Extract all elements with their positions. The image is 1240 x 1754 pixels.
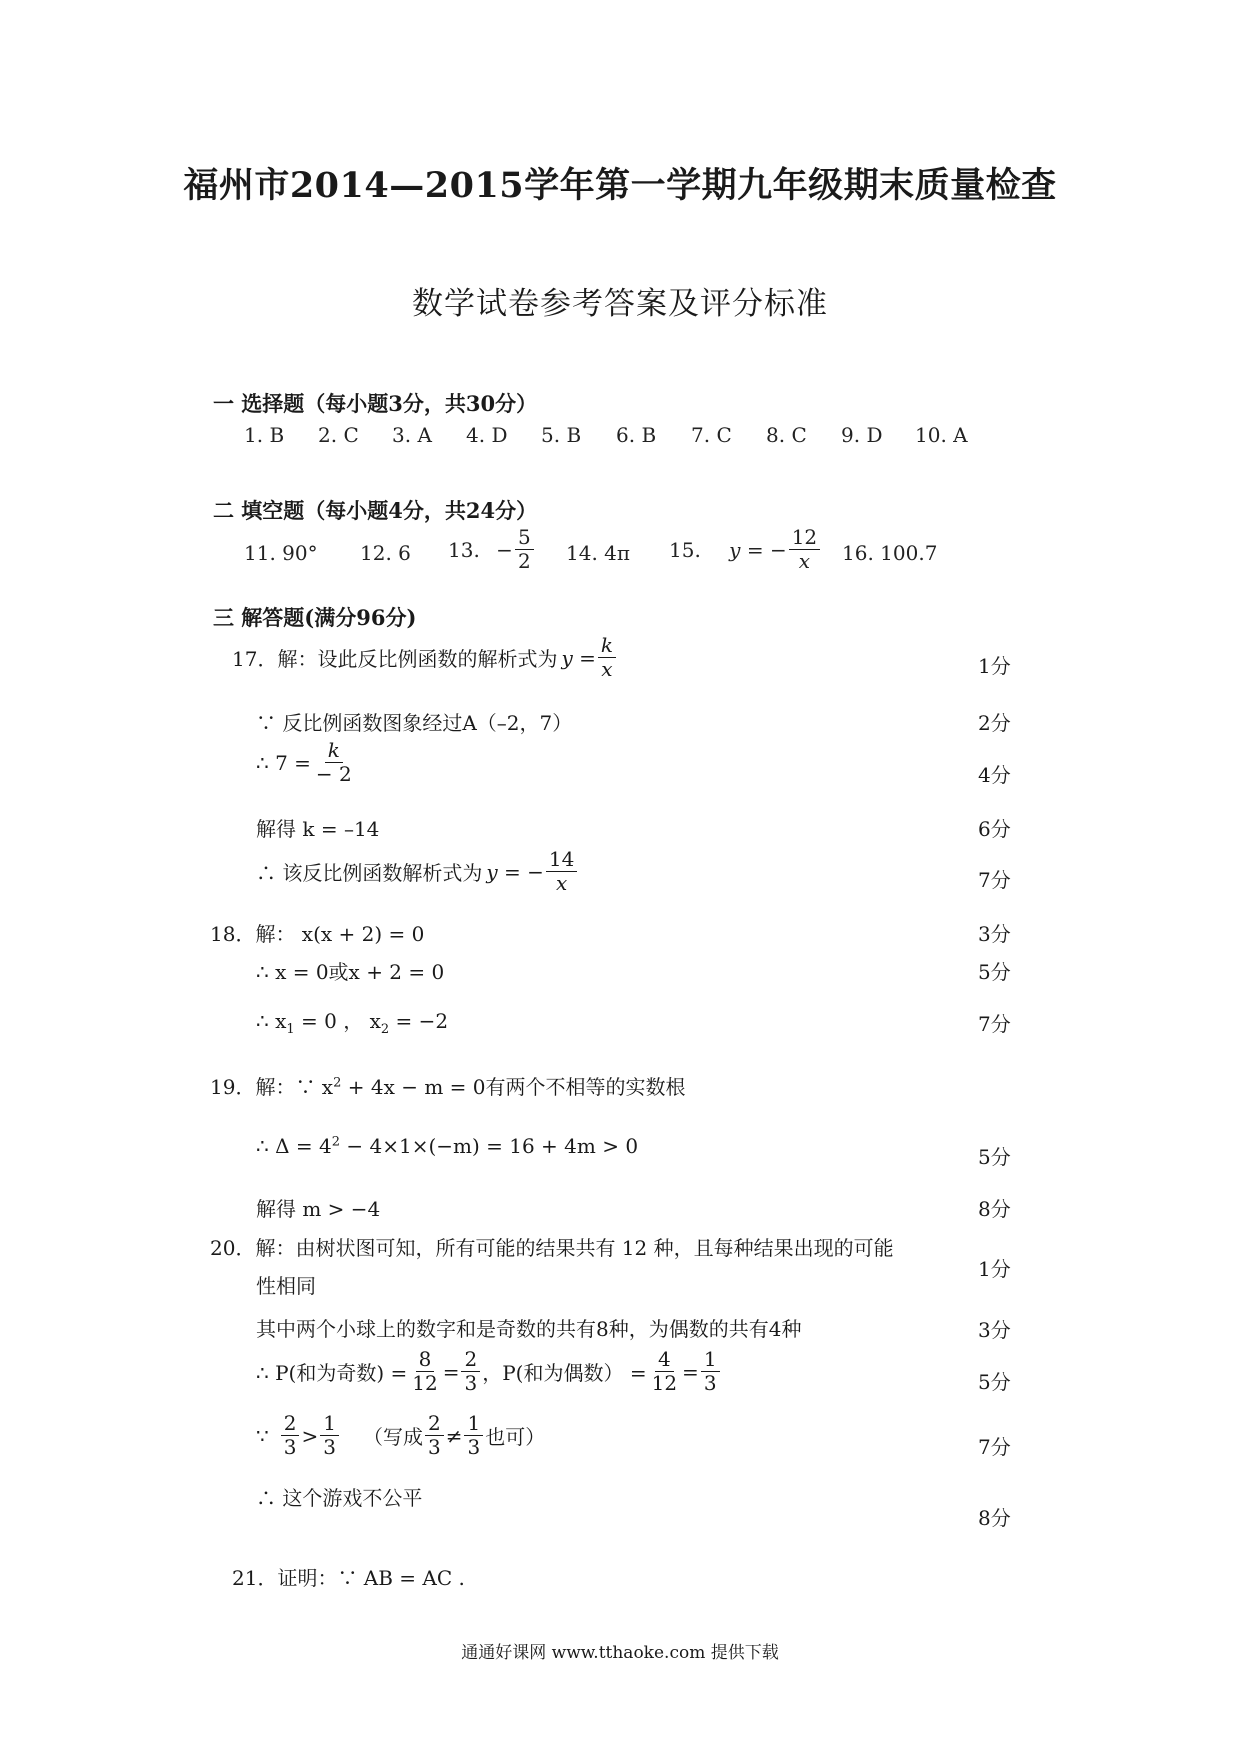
q21-line1: 21．证明：∵ AB = AC . (232, 1566, 465, 1590)
q17-line5-lhs: y = − (486, 859, 544, 884)
numerator: 5 (515, 526, 534, 550)
choice-answer-1: 1. B (244, 423, 285, 447)
page-title: 福州市2014—2015学年第一学期九年级期末质量检查 (183, 165, 1057, 206)
q18-line3 (256, 1005, 448, 1037)
fill-answer-12: 12. 6 (360, 541, 411, 565)
choice-answer-8: 8. C (766, 423, 807, 447)
q19-line3: 解得 m > −4 (256, 1197, 381, 1221)
numerator: 8 (416, 1348, 435, 1372)
choice-answer-6: 6. B (616, 423, 657, 447)
choice-answer-10: 10. A (915, 423, 968, 447)
q20-line1b: 性相同 (256, 1274, 316, 1298)
choice-answer-9: 9. D (841, 423, 883, 447)
q17-score-3: 4分 (978, 763, 1011, 787)
q19-line2 (256, 1134, 638, 1158)
fill-answer-14: 14. 4π (566, 541, 631, 565)
numerator: 14 (546, 848, 577, 872)
q18-line2: ∴ x = 0或x + 2 = 0 (256, 960, 445, 984)
q20-line5: ∴ 这个游戏不公平 (256, 1486, 423, 1510)
numerator: 4 (655, 1348, 674, 1372)
denominator: 3 (464, 1371, 478, 1395)
q18-score-3: 7分 (978, 1012, 1011, 1036)
choice-answer-4: 4. D (466, 423, 508, 447)
section3-heading: 三 解答题(满分96分) (213, 605, 417, 630)
q17-line4: 解得 k = –14 (256, 817, 380, 841)
q19-line1-a: 19．解：∵ x (210, 1075, 334, 1099)
equals-sign: = (682, 1359, 699, 1384)
fraction (701, 1348, 720, 1395)
q20-line3-a: ∴ P(和为奇数) = (256, 1361, 408, 1385)
q17-line1-lhs: y = (561, 645, 596, 670)
q18-line3-c: = −2 (389, 1009, 449, 1033)
q20-line3 (256, 1348, 722, 1395)
fill-answer-13 (448, 526, 536, 573)
q17-line1-text: 17．解：设此反比例函数的解析式为 (232, 647, 558, 671)
choice-answer-3: 3. A (392, 423, 432, 447)
q17-score-1: 1分 (978, 654, 1011, 678)
q19-score-2: 8分 (978, 1197, 1011, 1221)
numerator: 2 (425, 1412, 444, 1436)
fraction (425, 1412, 444, 1459)
numerator: 2 (281, 1412, 300, 1436)
q20-line1: 20．解：由树状图可知，所有可能的结果共有 12 种，且每种结果出现的可能 (210, 1236, 894, 1260)
numerator: 1 (464, 1412, 483, 1436)
fill-answer-15-lhs: y = − (729, 537, 787, 562)
q18-line3-b: = 0 ， x (294, 1009, 381, 1033)
numerator: 12 (789, 526, 820, 550)
q19-line2-a: ∴ Δ = 4 (256, 1134, 332, 1158)
fill-answer-16: 16. 100.7 (842, 541, 938, 565)
q20-line3-b: ，P(和为偶数） = (482, 1361, 647, 1385)
fraction (546, 848, 577, 895)
q19-score-1: 5分 (978, 1145, 1011, 1169)
fill-answer-11: 11. 90° (244, 541, 318, 565)
fraction (313, 739, 355, 786)
q20-line4-c: 也可） (485, 1425, 546, 1449)
fill-answer-13-label: 13. (448, 537, 480, 562)
q18-line3-sub1: 1 (286, 1022, 295, 1037)
q18-line3-sub2: 2 (380, 1022, 390, 1037)
q17-score-4: 6分 (978, 817, 1011, 841)
section1-heading: 一 选择题（每小题3分，共30分） (213, 391, 538, 416)
fraction (789, 526, 820, 573)
q20-line4-b: （写成 (362, 1425, 423, 1449)
choice-answer-7: 7. C (691, 423, 732, 447)
q17-score-2: 2分 (978, 711, 1011, 735)
q19-line2-b: − 4×1×(−m) = 16 + 4m > 0 (340, 1134, 639, 1158)
q17-line5-text: ∴ 该反比例函数解析式为 (256, 861, 483, 885)
q17-line5 (256, 848, 579, 895)
denominator: 3 (427, 1435, 441, 1459)
fraction (461, 1348, 480, 1395)
page-subtitle: 数学试卷参考答案及评分标准 (412, 286, 828, 322)
q20-score-2: 3分 (978, 1318, 1011, 1342)
numerator: k (325, 739, 343, 763)
choice-answer-2: 2. C (318, 423, 359, 447)
denominator: 2 (517, 549, 531, 573)
q18-line3-a: ∴ x (256, 1009, 287, 1033)
denominator: 3 (323, 1435, 336, 1459)
q20-line2: 其中两个小球上的数字和是奇数的共有8种，为偶数的共有4种 (256, 1317, 802, 1341)
denominator: 3 (703, 1371, 717, 1395)
section2-heading: 二 填空题（每小题4分，共24分） (213, 498, 538, 523)
q18-score-1: 3分 (978, 922, 1011, 946)
fill-answer-15-label: 15. (669, 537, 701, 562)
q17-line2: ∵ 反比例函数图象经过A（–2，7） (256, 711, 573, 735)
numerator: 1 (701, 1348, 720, 1372)
q18-line1: 18．解： x(x + 2) = 0 (210, 922, 425, 946)
q19-line1-b: + 4x − m = 0有两个不相等的实数根 (341, 1075, 686, 1099)
q20-line4-a: ∵ (256, 1423, 269, 1448)
numerator: 2 (461, 1348, 480, 1372)
denominator: 3 (467, 1435, 481, 1459)
q20-score-5: 8分 (978, 1506, 1011, 1530)
q20-line4 (256, 1412, 545, 1459)
fraction (409, 1348, 440, 1395)
q19-line1 (210, 1071, 686, 1100)
footer: 通通好课网 www.tthaoke.com 提供下载 (461, 1643, 779, 1663)
fraction (320, 1412, 339, 1459)
q19-line1-sup: 2 (333, 1075, 342, 1091)
denominator: − 2 (315, 762, 352, 786)
denominator: x (798, 549, 811, 573)
q18-score-2: 5分 (978, 960, 1011, 984)
denominator: 12 (651, 1371, 678, 1395)
fraction (464, 1412, 483, 1459)
equals-sign: = (442, 1359, 460, 1384)
denominator: 12 (412, 1371, 438, 1395)
q17-score-5: 7分 (978, 868, 1011, 892)
q20-score-4: 7分 (978, 1435, 1011, 1459)
fill-answer-15 (669, 526, 822, 573)
numerator: 1 (320, 1412, 339, 1436)
fraction (598, 634, 616, 681)
fill-answer-13-sign: − (496, 537, 513, 562)
greater-than-sign: > (301, 1423, 319, 1448)
q17-line3 (256, 739, 357, 786)
q20-score-3: 5分 (978, 1370, 1011, 1394)
q19-line2-sup: 2 (331, 1134, 341, 1150)
denominator: x (601, 657, 613, 681)
choice-answer-5: 5. B (541, 423, 582, 447)
denominator: x (555, 871, 568, 895)
q20-score-1: 1分 (978, 1257, 1011, 1281)
fraction (515, 526, 534, 573)
not-equal-sign: ≠ (445, 1423, 463, 1448)
q17-line1 (232, 634, 618, 681)
q17-line3-lhs: ∴ 7 = (256, 750, 311, 775)
fraction (281, 1412, 300, 1459)
fraction (649, 1348, 680, 1395)
numerator: k (598, 634, 616, 658)
denominator: 3 (283, 1435, 297, 1459)
